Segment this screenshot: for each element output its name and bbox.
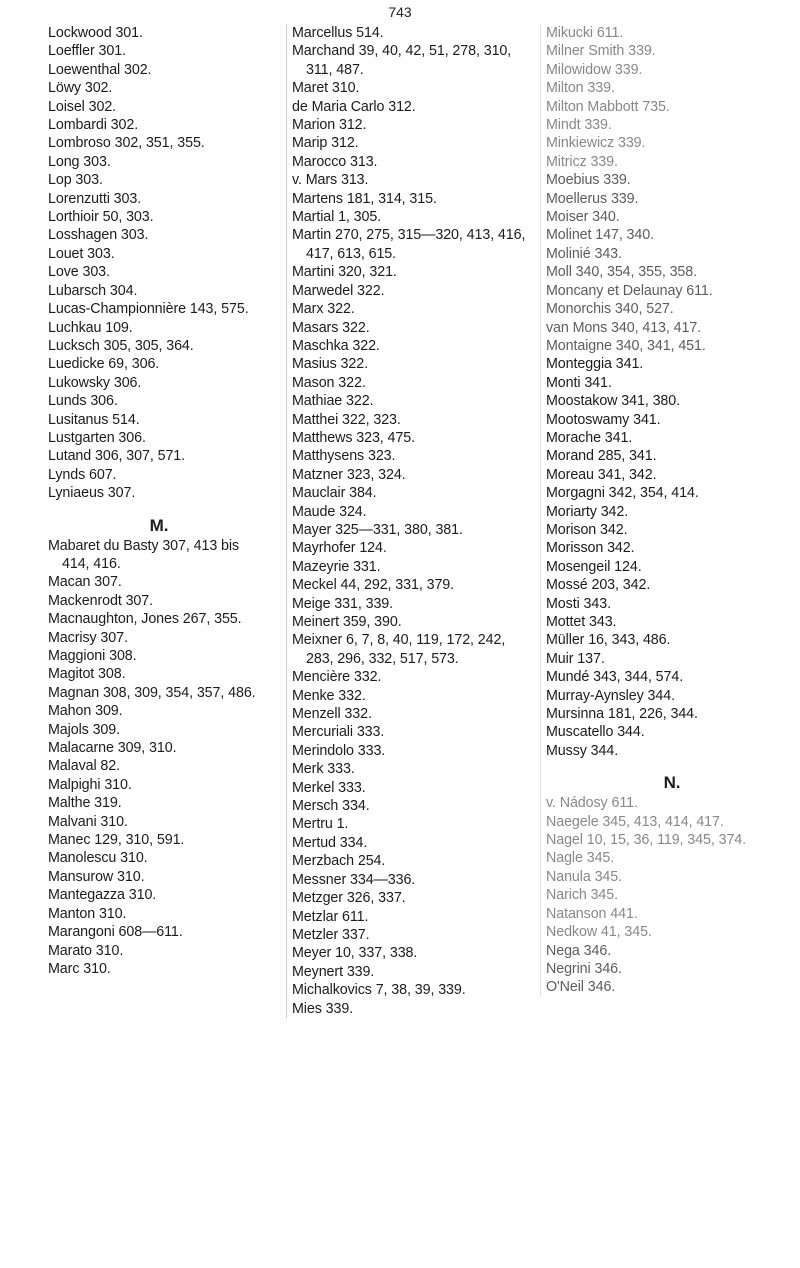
index-entry: Lorenzutti 303. [48, 190, 142, 207]
index-entry: Lucksch 305, 305, 364. [48, 337, 194, 354]
index-entry: Marcellus 514. [292, 25, 384, 41]
index-entry: Muir 137. [546, 650, 605, 667]
index-entry: Manton 310. [48, 905, 127, 922]
index-entry: Milner Smith 339. [546, 43, 656, 60]
index-entry: Luchkau 109. [48, 319, 133, 336]
index-entry: Meyer 10, 337, 338. [292, 945, 418, 962]
index-entry: Malpighi 310. [48, 776, 132, 793]
index-entry: v. Mars 313. [292, 172, 369, 189]
index-entry: Mansurow 310. [48, 868, 145, 885]
index-entry: Lockwood 301. [48, 25, 143, 41]
index-entry: Mercuriali 333. [292, 724, 385, 741]
index-entry: Narich 345. [546, 887, 619, 904]
index-entry: Menke 332. [292, 687, 366, 704]
index-entry: Maggioni 308. [48, 648, 137, 664]
index-entry: Lombardi 302. [48, 117, 139, 134]
index-entry: Maude 324. [292, 503, 367, 520]
index-entry: Mauclair 384. [292, 485, 377, 502]
index-entry: Majols 309. [48, 721, 121, 738]
index-entry: Masars 322. [292, 319, 370, 336]
index-entry: Meixner 6, 7, 8, 40, 119, 172, 242, 283, 296, 332, 517, 573. [292, 632, 506, 667]
index-entry: Moiser 340. [546, 209, 620, 226]
entries-m-continued [292, 24, 532, 1018]
index-entry: Morisson 342. [546, 540, 635, 557]
index-entry: Murray-Aynsley 344. [546, 687, 675, 704]
index-entry: Mantegazza 310. [48, 887, 157, 904]
index-entry: Minkiewicz 339. [546, 135, 646, 152]
index-column-1 [48, 24, 270, 978]
entries-n [546, 794, 798, 996]
index-entry: Maschka 322. [292, 337, 380, 354]
index-entry: Magnan 308, 309, 354, 357, 486. [48, 684, 256, 701]
index-entry: Magitot 308. [48, 666, 126, 683]
index-entry: Morgagni 342, 354, 414. [546, 485, 699, 502]
index-entry: Mussy 344. [546, 742, 619, 759]
index-entry: Mossé 203, 342. [546, 577, 651, 594]
index-entry: Metzlar 611. [292, 908, 369, 925]
index-entry: Mayrhofer 124. [292, 540, 387, 557]
index-entry: Marocco 313. [292, 153, 378, 170]
entries-l [48, 24, 270, 503]
index-entry: Mies 339. [292, 1000, 354, 1017]
index-entry: Mundé 343, 344, 574. [546, 669, 684, 686]
index-entry: Loewenthal 302. [48, 61, 152, 78]
index-entry: Moll 340, 354, 355, 358. [546, 264, 698, 281]
index-entry: Marwedel 322. [292, 282, 385, 299]
index-entry: Nedkow 41, 345. [546, 924, 652, 941]
index-entry: Mersch 334. [292, 798, 370, 815]
index-entry: Lustgarten 306. [48, 429, 146, 446]
index-entry: Lucas-Championnière 143, 575. [48, 301, 249, 318]
index-entry: Müller 16, 343, 486. [546, 632, 671, 649]
index-entry: Marx 322. [292, 301, 355, 318]
index-entry: Marc 310. [48, 960, 111, 977]
index-entry: Mazeyrie 331. [292, 558, 381, 575]
index-entry: Loisel 302. [48, 98, 117, 115]
index-entry: Michalkovics 7, 38, 39, 339. [292, 982, 466, 999]
index-entry: Meinert 359, 390. [292, 614, 402, 630]
index-entry: Lukowsky 306. [48, 374, 142, 391]
index-entry: Mertud 334. [292, 834, 368, 851]
index-entry: Mindt 339. [546, 117, 612, 134]
index-entry: Louet 303. [48, 245, 115, 262]
index-entry: Manolescu 310. [48, 850, 148, 867]
index-entry: Moncany et Delaunay 611. [546, 282, 713, 299]
index-entry: Marip 312. [292, 135, 359, 152]
index-entry: Lop 303. [48, 172, 103, 189]
index-entry: Nanula 345. [546, 868, 623, 885]
index-entry: Moostakow 341, 380. [546, 393, 681, 410]
page-number: 743 [388, 4, 412, 20]
index-column-2 [286, 24, 532, 1018]
index-entry: Macnaughton, Jones 267, 355. [48, 611, 242, 628]
index-entry: Mottet 343. [546, 614, 617, 630]
index-entry: Macan 307. [48, 574, 122, 591]
index-entry: Meige 331, 339. [292, 595, 394, 612]
index-entry: Martens 181, 314, 315. [292, 190, 437, 207]
index-entry: Martini 320, 321. [292, 264, 397, 281]
index-entry: Montaigne 340, 341, 451. [546, 337, 706, 354]
index-entry: Mikucki 611. [546, 25, 624, 41]
index-entry: Love 303. [48, 264, 110, 281]
index-entry: Martial 1, 305. [292, 209, 382, 226]
index-entry: Malthe 319. [48, 795, 122, 812]
index-entry: Löwy 302. [48, 80, 113, 97]
index-entry: Lynds 607. [48, 466, 117, 483]
index-entry: Merzbach 254. [292, 853, 386, 870]
index-entry: Messner 334—336. [292, 871, 416, 888]
index-entry: Metzler 337. [292, 926, 370, 943]
index-entry: Matzner 323, 324. [292, 466, 406, 483]
index-entry: Molinié 343. [546, 245, 622, 262]
index-entry: Menzell 332. [292, 706, 372, 723]
index-entry: Morache 341. [546, 429, 633, 446]
index-entry: v. Nádosy 611. [546, 795, 638, 812]
index-entry: Merk 333. [292, 761, 355, 778]
index-entry: van Mons 340, 413, 417. [546, 319, 702, 336]
index-entry: Malaval 82. [48, 758, 121, 775]
index-entry: Lyniaeus 307. [48, 485, 136, 502]
index-entry: Mathiae 322. [292, 393, 374, 410]
letter-heading-m: M. [149, 515, 169, 535]
index-entry: Luedicke 69, 306. [48, 356, 160, 373]
entries-m-end [546, 24, 798, 760]
index-entry: Loeffler 301. [48, 43, 126, 60]
index-entry: Mason 322. [292, 374, 366, 391]
index-entry: Malacarne 309, 310. [48, 740, 177, 757]
index-entry: Monorchis 340, 527. [546, 301, 674, 318]
index-entry: Matthews 323, 475. [292, 429, 415, 446]
index-entry: Meynert 339. [292, 963, 375, 980]
index-entry: Mabaret du Basty 307, 413 bis 414, 416. [48, 537, 240, 572]
entries-m [48, 537, 270, 979]
index-entry: Moriarty 342. [546, 503, 629, 520]
index-entry: Natanson 441. [546, 905, 638, 922]
index-entry: Mencière 332. [292, 669, 382, 686]
index-entry: O'Neil 346. [546, 979, 616, 996]
index-entry: Mayer 325—331, 380, 381. [292, 521, 463, 538]
index-entry: Molinet 147, 340. [546, 227, 654, 244]
index-entry: Mahon 309. [48, 703, 123, 720]
index-entry: Moreau 341, 342. [546, 466, 657, 483]
index-entry: Marato 310. [48, 942, 124, 959]
index-entry: Moellerus 339. [546, 190, 639, 207]
index-entry: Marangoni 608—611. [48, 924, 183, 941]
index-entry: Nagel 10, 15, 36, 119, 345, 374. [546, 832, 747, 849]
index-entry: Lorthioir 50, 303. [48, 209, 154, 226]
index-entry: Nega 346. [546, 942, 612, 959]
index-entry: Naegele 345, 413, 414, 417. [546, 813, 724, 830]
index-entry: Marchand 39, 40, 42, 51, 278, 310, 311, 487. [292, 43, 512, 78]
index-entry: Losshagen 303. [48, 227, 149, 244]
index-entry: Nagle 345. [546, 850, 615, 867]
index-entry: Monti 341. [546, 374, 612, 391]
index-entry: Metzger 326, 337. [292, 890, 406, 907]
index-entry: Lutand 306, 307, 571. [48, 448, 186, 465]
index-entry: Mackenrodt 307. [48, 592, 153, 609]
index-entry: Long 303. [48, 153, 111, 170]
index-entry: Lusitanus 514. [48, 411, 140, 428]
index-entry: Milton 339. [546, 80, 615, 97]
index-entry: de Maria Carlo 312. [292, 98, 416, 115]
index-entry: Meckel 44, 292, 331, 379. [292, 577, 455, 594]
index-entry: Mosengeil 124. [546, 558, 642, 575]
index-entry: Matthei 322, 323. [292, 411, 401, 428]
index-entry: Manec 129, 310, 591. [48, 832, 185, 849]
index-entry: Macrisy 307. [48, 629, 128, 646]
index-entry: Matthysens 323. [292, 448, 396, 465]
index-entry: Marion 312. [292, 117, 367, 134]
index-entry: Merindolo 333. [292, 742, 386, 759]
letter-heading-n: N. [663, 773, 681, 793]
index-entry: Lunds 306. [48, 393, 118, 410]
index-entry: Morison 342. [546, 521, 628, 538]
index-entry: Masius 322. [292, 356, 368, 373]
index-entry: Malvani 310. [48, 813, 128, 830]
index-entry: Maret 310. [292, 80, 360, 97]
index-entry: Negrini 346. [546, 960, 622, 977]
index-entry: Mosti 343. [546, 595, 611, 612]
index-entry: Mitricz 339. [546, 153, 618, 170]
index-entry: Muscatello 344. [546, 724, 645, 741]
index-entry: Milowidow 339. [546, 61, 643, 78]
index-entry: Morand 285, 341. [546, 448, 657, 465]
index-entry: Moebius 339. [546, 172, 631, 189]
index-entry: Mursinna 181, 226, 344. [546, 706, 698, 723]
index-entry: Merkel 333. [292, 779, 366, 796]
index-column-3 [540, 24, 798, 997]
index-entry: Martin 270, 275, 315—320, 413, 416, 417, 613, 615. [292, 227, 526, 262]
index-entry: Lombroso 302, 351, 355. [48, 135, 205, 152]
index-entry: Mertru 1. [292, 816, 349, 833]
index-entry: Lubarsch 304. [48, 282, 138, 299]
index-entry: Monteggia 341. [546, 356, 644, 373]
index-entry: Mootoswamy 341. [546, 411, 661, 428]
index-entry: Milton Mabbott 735. [546, 98, 670, 115]
